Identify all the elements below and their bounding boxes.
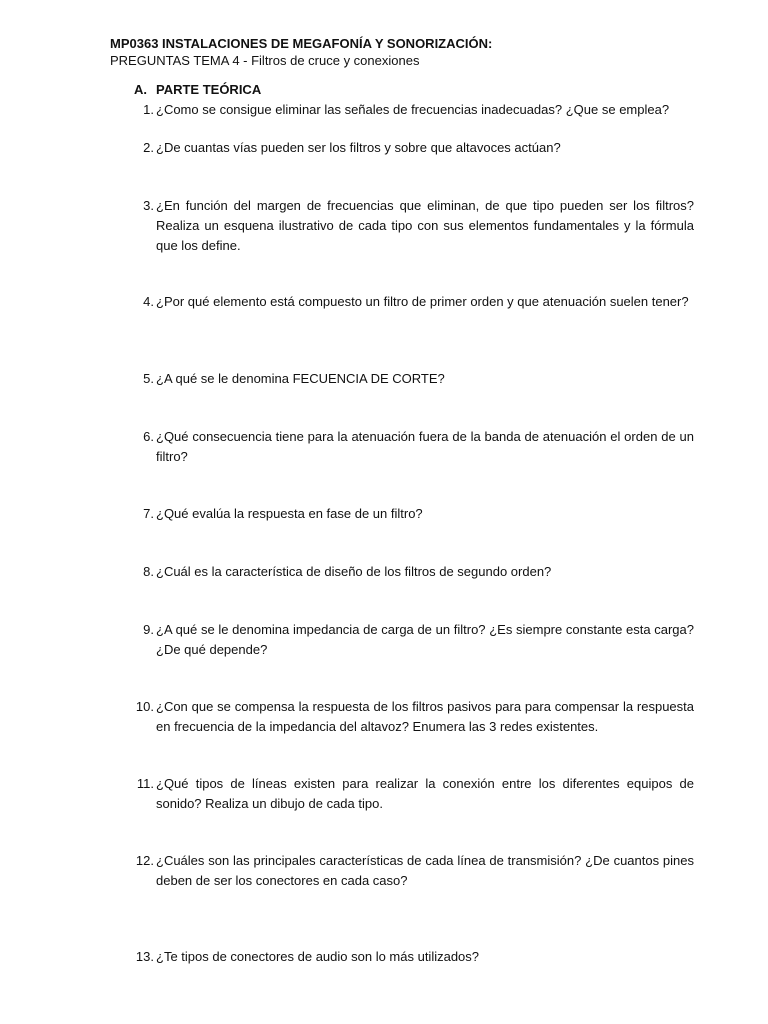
document-title: MP0363 INSTALACIONES DE MEGAFONÍA Y SONORIZACIÓN: bbox=[110, 36, 493, 51]
question-item bbox=[110, 369, 694, 389]
question-number: 6. bbox=[143, 429, 154, 444]
question-number: 1. bbox=[143, 102, 154, 117]
question-text: ¿A qué se le denomina impedancia de carga de un filtro? ¿Es siempre constante esta carga? ¿De qué depende? bbox=[156, 622, 694, 657]
question-text: ¿Qué tipos de líneas existen para realizar la conexión entre los diferentes equipos de sonido? Realiza un dibujo de cada tipo. bbox=[156, 776, 694, 811]
question-number: 2. bbox=[143, 140, 154, 155]
question-item bbox=[110, 100, 694, 120]
question-number: 11. bbox=[136, 776, 154, 791]
section-marker: A. bbox=[134, 82, 147, 97]
question-number: 9. bbox=[143, 622, 154, 637]
question-text: ¿Con que se compensa la respuesta de los filtros pasivos para para compensar la respuesta en frecuencia de la impedancia del altavoz? Enumera las 3 redes existentes. bbox=[156, 699, 694, 734]
question-number: 4. bbox=[143, 294, 154, 309]
question-item bbox=[110, 774, 694, 814]
question-number: 8. bbox=[143, 564, 154, 579]
question-item bbox=[110, 697, 694, 737]
question-item bbox=[110, 196, 694, 256]
question-item bbox=[110, 138, 694, 158]
question-text: ¿En función del margen de frecuencias que eliminan, de que tipo pueden ser los filtros? Realiza un esquena ilustrativo de cada tipo con sus elementos fundamentales y la fórmula que los define. bbox=[156, 198, 694, 253]
question-item bbox=[110, 427, 694, 467]
question-text: ¿Por qué elemento está compuesto un filtro de primer orden y que atenuación suelen tener? bbox=[156, 294, 689, 309]
question-text: ¿Qué consecuencia tiene para la atenuación fuera de la banda de atenuación el orden de un filtro? bbox=[156, 429, 694, 464]
question-text: ¿Te tipos de conectores de audio son lo más utilizados? bbox=[156, 949, 480, 964]
question-item bbox=[110, 620, 694, 660]
question-number: 12. bbox=[135, 853, 154, 868]
question-number: 3. bbox=[143, 198, 154, 213]
question-text: ¿Cuáles son las principales características de cada línea de transmisión? ¿De cuantos pines deben de ser los conectores en cada caso? bbox=[156, 853, 694, 888]
question-number: 13. bbox=[135, 949, 154, 964]
question-number: 10. bbox=[135, 699, 154, 714]
question-item bbox=[110, 292, 694, 312]
section-heading-label: PARTE TEÓRICA bbox=[156, 82, 262, 97]
question-text: ¿Cuál es la característica de diseño de los filtros de segundo orden? bbox=[156, 564, 552, 579]
question-item bbox=[110, 851, 694, 891]
question-text: ¿A qué se le denomina FECUENCIA DE CORTE? bbox=[156, 371, 445, 386]
section-heading bbox=[134, 82, 261, 98]
question-item bbox=[110, 504, 694, 524]
question-text: ¿Qué evalúa la respuesta en fase de un filtro? bbox=[156, 506, 423, 521]
question-number: 7. bbox=[143, 506, 154, 521]
question-text: ¿Como se consigue eliminar las señales de frecuencias inadecuadas? ¿Que se emplea? bbox=[156, 102, 670, 117]
question-number: 5. bbox=[143, 371, 154, 386]
question-item bbox=[110, 947, 694, 967]
question-text: ¿De cuantas vías pueden ser los filtros y sobre que altavoces actúan? bbox=[156, 140, 561, 155]
question-item bbox=[110, 562, 694, 582]
document-subtitle: PREGUNTAS TEMA 4 - Filtros de cruce y conexiones bbox=[110, 53, 420, 68]
